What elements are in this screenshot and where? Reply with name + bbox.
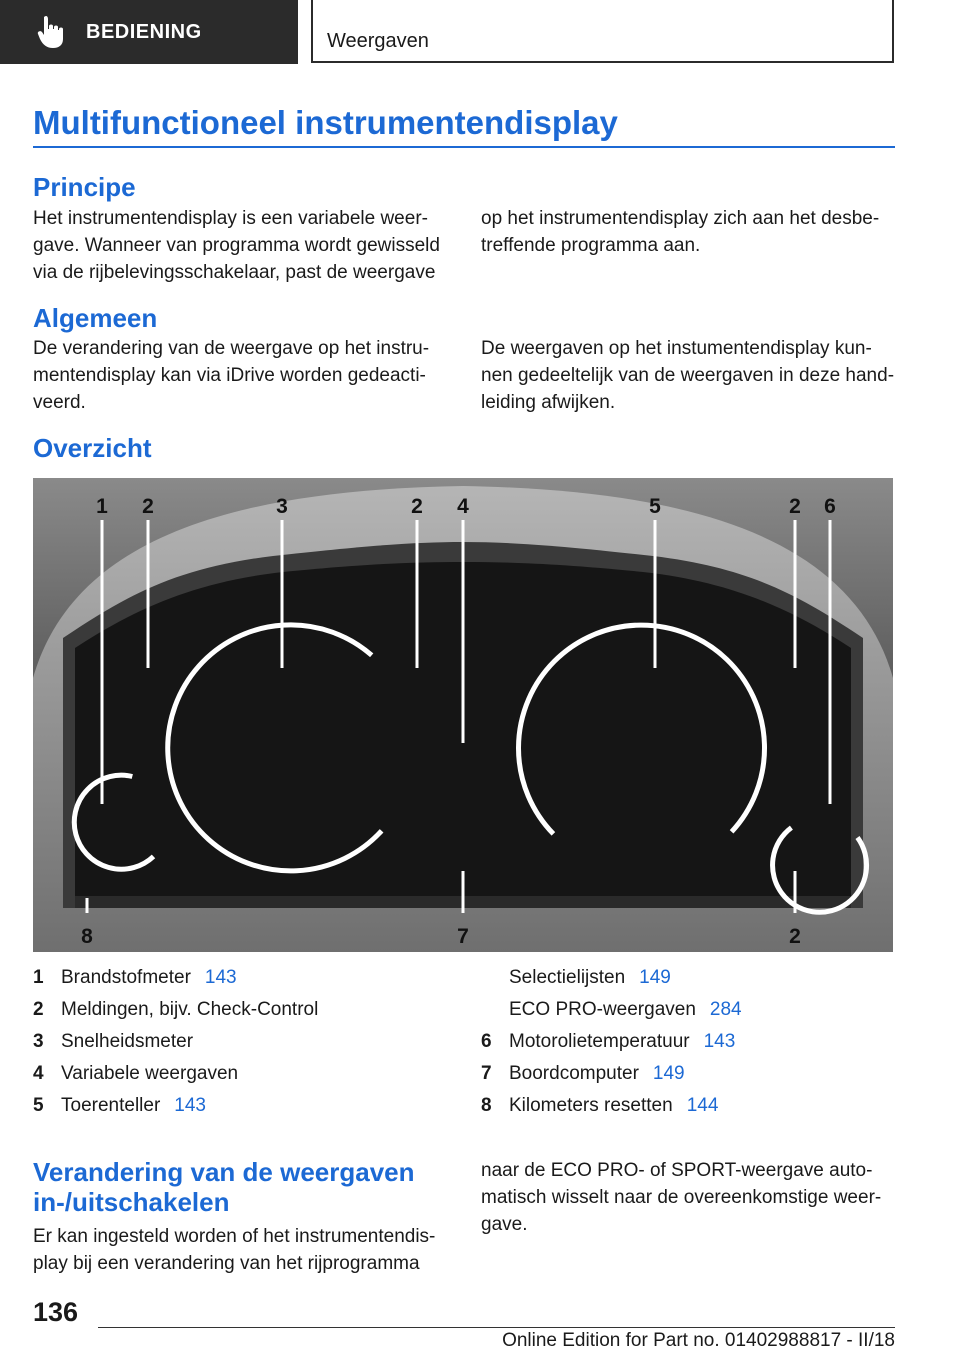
- legend-item: [33, 996, 453, 1028]
- page-reference-link[interactable]: 149: [639, 967, 671, 988]
- legend-item: [481, 1028, 901, 1060]
- legend-label: Boordcomputer: [509, 1063, 639, 1084]
- callout-number: 4: [457, 495, 469, 518]
- legend-label: Meldingen, bijv. Check-Control: [61, 999, 319, 1020]
- callout-number: 6: [824, 495, 836, 518]
- verandering-text-right: naar de ECO PRO- of SPORT-weergave auto-matisch wisselt naar de overeenkomstige weer-gave.: [481, 1160, 882, 1235]
- callout-number: 7: [457, 925, 469, 948]
- legend-label: Brandstofmeter: [61, 967, 191, 988]
- legend-label: Toerenteller: [61, 1095, 161, 1116]
- instrument-cluster-illustration: [33, 478, 893, 952]
- legend-number: 4: [33, 1063, 44, 1084]
- legend-item: [33, 1092, 453, 1124]
- legend-item: [481, 1060, 901, 1092]
- page-title: Multifunctioneel instrumentendisplay: [33, 104, 618, 141]
- footer-rule: [98, 1327, 895, 1328]
- verandering-heading-line2: in-/uitschakelen: [33, 1187, 230, 1217]
- page-reference-link[interactable]: 143: [703, 1031, 736, 1052]
- chapter-tab[interactable]: [0, 0, 298, 64]
- legend-item: [481, 964, 901, 996]
- legend-number: 6: [481, 1031, 492, 1052]
- legend-right: [481, 964, 901, 1124]
- legend-item: [481, 1092, 901, 1124]
- title-rule: [33, 146, 895, 148]
- callout-number: 2: [411, 495, 423, 518]
- principe-heading: Principe: [33, 172, 136, 202]
- algemeen-text-left: De verandering van de weergave op het instru-mentendisplay kan via iDrive worden gedeacti-veerd.: [33, 338, 430, 413]
- page-reference-link[interactable]: 143: [174, 1095, 206, 1116]
- legend-label: ECO PRO-weergaven: [509, 999, 696, 1020]
- legend-label: Snelheidsmeter: [61, 1031, 194, 1052]
- legend-item: [33, 1028, 453, 1060]
- legend-number: 2: [33, 999, 44, 1020]
- callout-number: 2: [789, 495, 801, 518]
- page-reference-link[interactable]: 284: [709, 999, 742, 1020]
- page-reference-link[interactable]: 143: [204, 967, 237, 988]
- legend-label: Selectielijsten: [509, 967, 626, 988]
- algemeen-text-right: De weergaven op het instumentendisplay kun-nen gedeeltelijk van de weergaven in deze hand-leiding afwijken.: [481, 338, 895, 413]
- legend-number: 3: [33, 1031, 44, 1052]
- legend-number: 5: [33, 1095, 44, 1116]
- legend-item: [33, 964, 453, 996]
- callout-number: 5: [649, 495, 661, 518]
- callout-number: 1: [96, 495, 108, 518]
- callout-number: 2: [142, 495, 154, 518]
- principe-text-right: op het instrumentendisplay zich aan het desbe-treffende programma aan.: [481, 208, 880, 256]
- legend-number: 8: [481, 1095, 492, 1116]
- legend-label: Kilometers resetten: [509, 1095, 673, 1116]
- algemeen-heading: Algemeen: [33, 303, 158, 333]
- hand-pointer-icon: [36, 15, 66, 49]
- page-reference-link[interactable]: 149: [652, 1063, 685, 1084]
- callout-number: 8: [81, 925, 93, 948]
- legend-left: [33, 964, 453, 1124]
- verandering-text-left: Er kan ingesteld worden of het instrumentendis-play bij een verandering van het rijprogramma: [33, 1226, 436, 1274]
- page-number: 136: [33, 1297, 79, 1327]
- legend-label: Variabele weergaven: [61, 1063, 239, 1084]
- legend-label: Motorolietemperatuur: [509, 1031, 690, 1052]
- legend-item: [33, 1060, 453, 1092]
- legend-number: 1: [33, 967, 44, 988]
- section-title: Weergaven: [311, 0, 894, 63]
- overzicht-heading: Overzicht: [33, 433, 152, 463]
- callout-number: 3: [276, 495, 288, 518]
- callout-number: 2: [789, 925, 801, 948]
- legend-number: 7: [481, 1063, 492, 1084]
- principe-text-left: Het instrumentendisplay is een variabele weer-gave. Wanneer van programma wordt gewisseld via de rijbelevingsschakelaar, past de weergave: [33, 208, 440, 283]
- legend-item: [481, 996, 901, 1028]
- verandering-heading-line1: Verandering van de weergaven: [33, 1157, 415, 1187]
- footer-edition: Online Edition for Part no. 01402988817 - II/18: [502, 1330, 895, 1351]
- page-reference-link[interactable]: 144: [686, 1095, 719, 1116]
- chapter-label: BEDIENING: [86, 20, 202, 43]
